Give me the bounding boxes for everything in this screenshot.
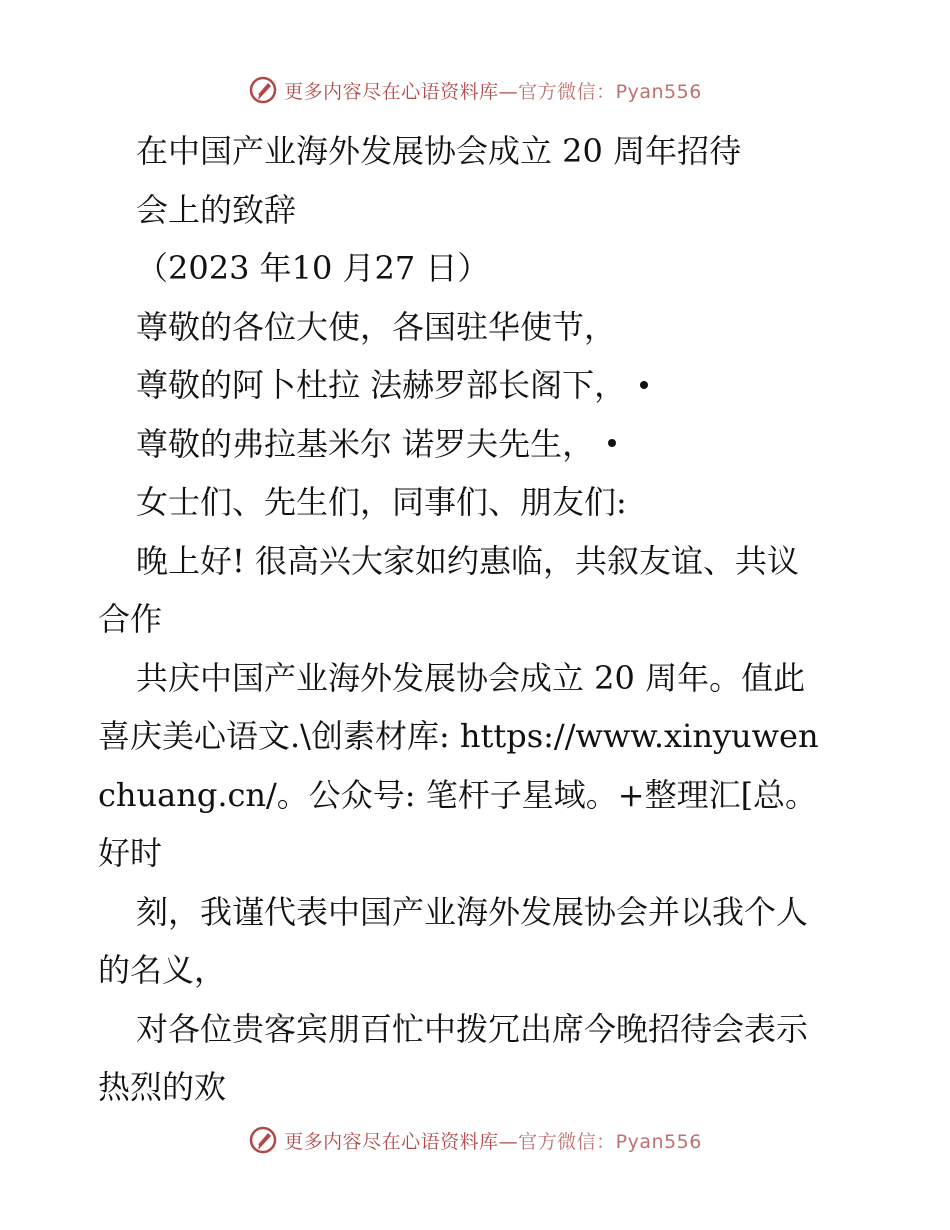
- salutation-text-3: 尊敬的弗拉基米尔 诺罗夫先生，: [136, 424, 595, 463]
- bullet-dot-icon: [640, 381, 648, 389]
- header-wechat-text: 官方微信：Pyan556: [518, 80, 702, 103]
- paragraph-line: 的名义，: [98, 951, 227, 989]
- title-line-1: 在中国产业海外发展协会成立 20 周年招待: [136, 132, 742, 170]
- pen-in-circle-logo-icon: [248, 1125, 278, 1155]
- salutation-line-1: 尊敬的各位大使，各国驻华使节，: [136, 307, 617, 346]
- salutation-line-2: [98, 356, 858, 415]
- footer-brand-text: 更多内容尽在心语资料库: [284, 1130, 499, 1153]
- header-separator: —: [498, 80, 519, 103]
- bullet-dot-icon: [608, 439, 616, 447]
- title-line-2: 会上的致辞: [136, 190, 297, 229]
- page-footer-watermark: [0, 1120, 950, 1160]
- salutation-text-2: 尊敬的阿卜杜拉 法赫罗部长阁下，: [136, 366, 627, 404]
- paragraph-line: 刻，我谨代表中国产业海外发展协会并以我个人: [136, 892, 809, 931]
- paragraph-line: 好时: [98, 834, 163, 872]
- paragraph-line: 热烈的欢: [98, 1068, 227, 1106]
- paragraph-line: 晚上好! 很高兴大家如约惠临，共叙友谊、共议: [136, 541, 800, 580]
- speech-body: [98, 122, 858, 1117]
- date-line: （2023 年10 月27 日）: [136, 249, 490, 287]
- paragraph-line: 喜庆美心语文.\创素材库: https://www.xinyuwen: [98, 717, 819, 755]
- salutation-line-3: [98, 415, 858, 474]
- pen-in-circle-logo-icon: [248, 75, 278, 105]
- footer-separator: —: [498, 1130, 519, 1153]
- salutation-line-4: 女士们、先生们，同事们、朋友们:: [136, 483, 627, 521]
- header-brand-text: 更多内容尽在心语资料库: [284, 80, 499, 103]
- paragraph-line: chuang.cn/。公众号: 笔杆子星域。+整理汇[总。: [98, 775, 818, 814]
- paragraph-line: 对各位贵客宾朋百忙中拨冗出席今晚招待会表示: [136, 1009, 809, 1048]
- footer-wechat-text: 官方微信：Pyan556: [518, 1130, 702, 1153]
- paragraph-line: 共庆中国产业海外发展协会成立 20 周年。值此: [136, 658, 806, 697]
- paragraph-line: 合作: [98, 600, 163, 638]
- page-header-watermark: [0, 70, 950, 110]
